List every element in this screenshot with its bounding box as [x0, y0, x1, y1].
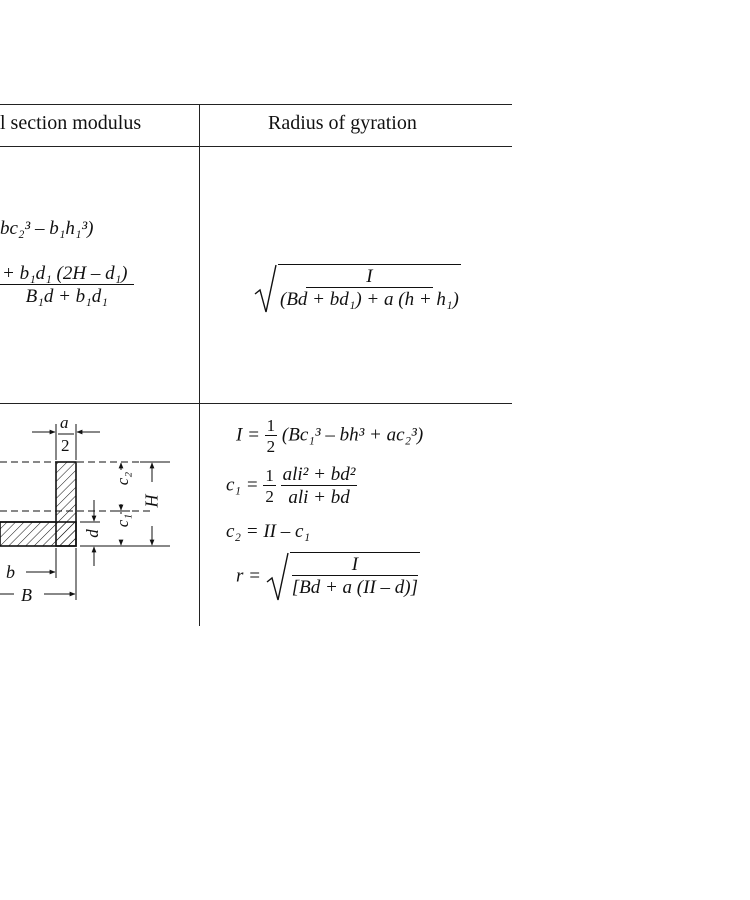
eq1-lhs: I = [236, 424, 260, 446]
row2-eq-inertia [236, 417, 423, 455]
diagram-label-H: H [141, 494, 162, 508]
eq1-rhs: (Bc₁³ – bh³ + ac₂³) [281, 424, 424, 446]
diagram-label-c1: c₁ [113, 513, 133, 528]
eq4-numerator: I [292, 555, 418, 576]
table-top-border [0, 104, 512, 105]
row1-radius-numerator: I [306, 267, 432, 288]
t-section-diagram [0, 410, 200, 610]
eq2-frac-num: 1 [265, 466, 274, 485]
header-section-modulus: l section modulus [0, 112, 142, 134]
row1-modulus-denominator: B₁d + b₁d₁ [25, 286, 108, 307]
eq2-denominator: ali + bd [288, 487, 350, 508]
eq4-lhs: r = [236, 565, 261, 587]
diagram-label-b: b [6, 562, 15, 582]
row1-bottom-border [0, 403, 512, 404]
row2-eq-radius [236, 552, 420, 602]
header-bottom-border [0, 146, 512, 147]
row2-eq-c2: c₂ = II – c₁ [226, 521, 311, 542]
row1-modulus-fraction [0, 264, 134, 306]
eq2-frac-den: 2 [265, 487, 274, 506]
diagram-label-two: 2 [61, 436, 70, 455]
row1-radius-denominator: (Bd + bd₁) + a (h + h₁) [280, 289, 459, 310]
row1-modulus-line1: bc₂³ – b₁h₁³) [0, 218, 94, 239]
eq2-numerator: ali² + bd² [282, 464, 356, 485]
diagram-label-B: B [21, 585, 32, 605]
square-root-icon [254, 264, 278, 314]
square-root-icon [266, 552, 290, 602]
diagram-label-d: d [82, 529, 102, 538]
row1-modulus-numerator: + b₁d₁ (2H – d₁) [0, 264, 134, 285]
row1-radius-formula [254, 264, 461, 314]
header-radius-of-gyration: Radius of gyration [268, 112, 417, 134]
eq1-frac-num: 1 [266, 416, 276, 435]
eq2-lhs: c₁ = [226, 474, 259, 496]
row2-eq-c1 [226, 465, 357, 507]
diagram-label-c2: c₂ [113, 471, 133, 486]
diagram-label-a: a [60, 413, 69, 432]
eq1-frac-den: 2 [266, 437, 276, 456]
eq4-denominator: [Bd + a (II – d)] [291, 577, 418, 598]
